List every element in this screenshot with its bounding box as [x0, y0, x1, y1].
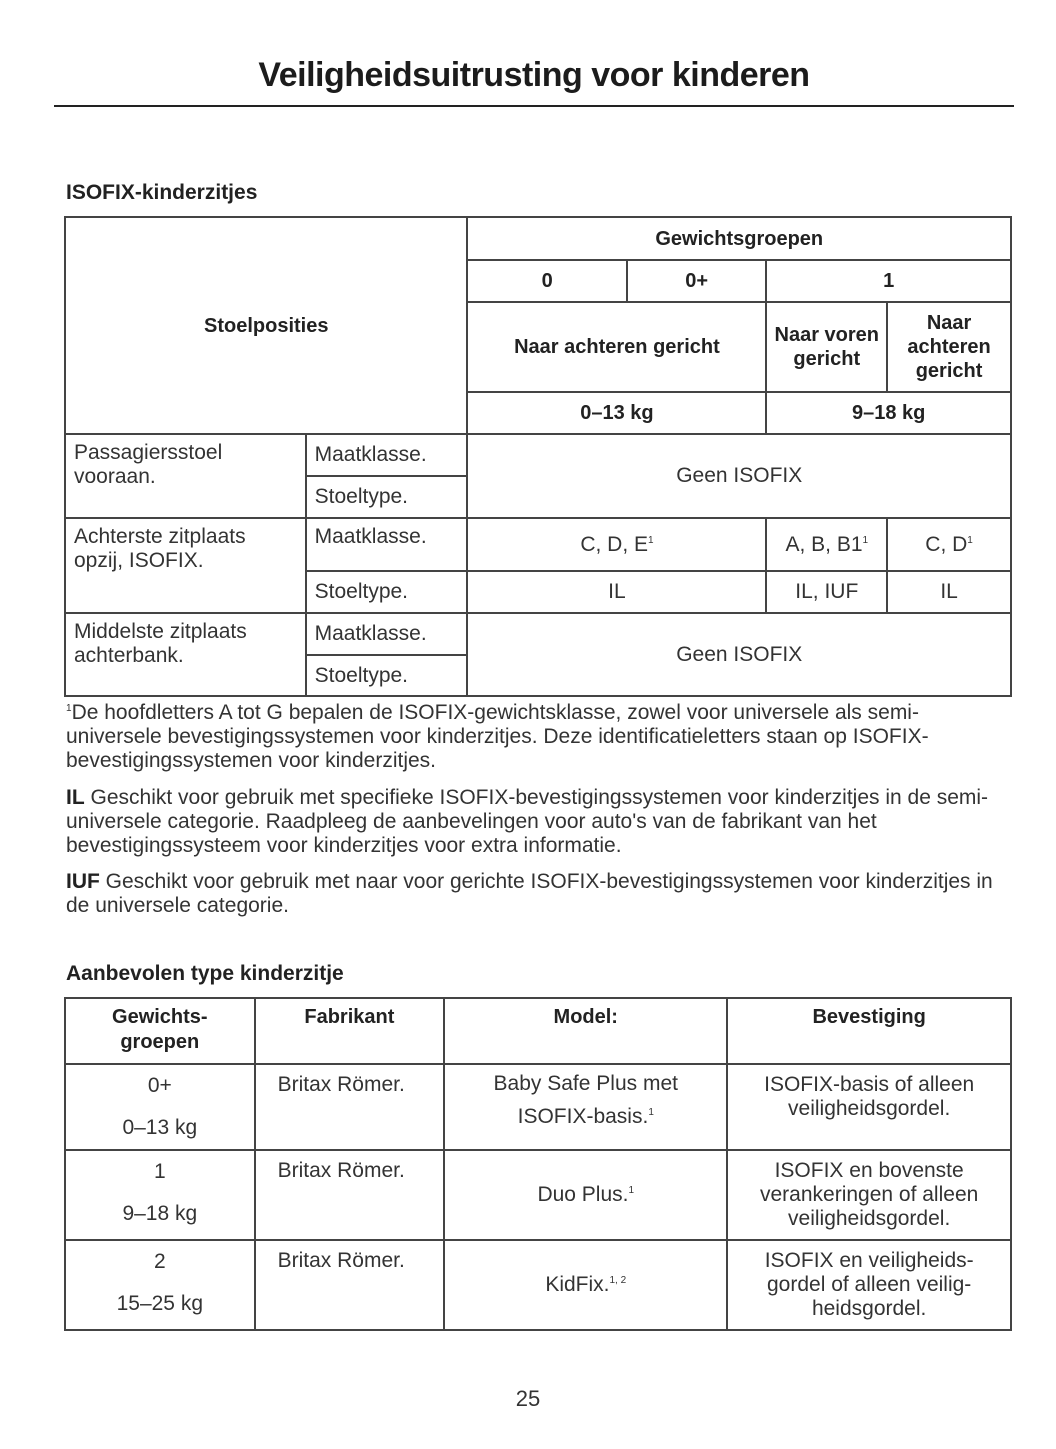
- manufacturer-cell: Britax Römer.: [255, 1150, 445, 1240]
- table-row: [65, 1150, 1011, 1240]
- page-number: 25: [515, 1386, 541, 1411]
- mounting-cell: ISOFIX en bovenste verankeringen of alleen veiligheidsgordel.: [727, 1150, 1011, 1240]
- forward-facing-header: Naar voren gericht: [766, 302, 887, 392]
- mounting-cell: ISOFIX-basis of alleen veiligheidsgordel.: [727, 1064, 1011, 1150]
- rear-facing-header-2: Naar achteren gericht: [887, 302, 1011, 392]
- iuf-definition: IUF Geschikt voor gebruik met naar voor gerichte ISOFIX-bevestigingssystemen voor kinderzitjes in de universele categorie.: [66, 870, 993, 917]
- weight-groups-header: Gewichtsgroepen: [467, 217, 1011, 260]
- mounting-cell: ISOFIX en veiligheids-gordel of alleen veilig-heidsgordel.: [727, 1240, 1011, 1330]
- weight-9-18-header: 9–18 kg: [766, 392, 1011, 434]
- seat-position-label: Passagiersstoel vooraan.: [65, 434, 306, 518]
- seat-positions-header: Stoelposities: [65, 217, 467, 434]
- manufacturer-column-header: Fabrikant: [255, 998, 445, 1064]
- weight-0-13-header: 0–13 kg: [467, 392, 766, 434]
- iuf-term: IUF: [66, 870, 100, 893]
- weight-group-column-header: Gewichts- groepen: [65, 998, 255, 1064]
- seat-type-label: Stoeltype.: [306, 571, 468, 613]
- weight-group-cell: 0+ 0–13 kg: [65, 1064, 255, 1150]
- manufacturer-cell: Britax Römer.: [255, 1064, 445, 1150]
- model-cell: Baby Safe Plus met ISOFIX-basis.$^1$: [444, 1064, 727, 1150]
- model-cell: Duo Plus.$^1$: [444, 1150, 727, 1240]
- page-title: Veiligheidsuitrusting voor kinderen: [258, 56, 810, 94]
- size-class-rear2-cell: C, $D^1$: [887, 518, 1011, 571]
- group-1-header: 1: [766, 260, 1011, 302]
- recommended-seat-table: [64, 997, 1012, 1331]
- no-isofix-cell: Geen ISOFIX: [467, 613, 1011, 696]
- seat-type-rear-cell: IL: [467, 571, 766, 613]
- model-cell: KidFix.$^{1, 2}$: [444, 1240, 727, 1330]
- weight-group-cell: 1 9–18 kg: [65, 1150, 255, 1240]
- weight-group-cell: 2 15–25 kg: [65, 1240, 255, 1330]
- isofix-heading: ISOFIX-kinderzitjes: [66, 181, 258, 204]
- table-row: [65, 1064, 1011, 1150]
- il-term: IL: [66, 786, 85, 809]
- seat-type-rear2-cell: IL: [887, 571, 1011, 613]
- title-divider: [54, 105, 1014, 107]
- recommended-heading: Aanbevolen type kinderzitje: [66, 962, 344, 985]
- group-0-header: 0: [467, 260, 626, 302]
- mounting-column-header: Bevestiging: [727, 998, 1011, 1064]
- seat-type-label: Stoeltype.: [306, 655, 468, 696]
- seat-position-label: Achterste zitplaats opzij, ISOFIX.: [65, 518, 306, 613]
- isofix-table: [64, 216, 1012, 697]
- rear-facing-header: Naar achteren gericht: [467, 302, 766, 392]
- seat-position-label: Middelste zitplaats achterbank.: [65, 613, 306, 696]
- size-class-rear-cell: C, D, $E^1$: [467, 518, 766, 571]
- size-class-label: Maatklasse.: [306, 613, 468, 655]
- footnote-1: $^1$De hoofdletters A tot G bepalen de ISOFIX-gewichtsklasse, zowel voor universele als semi-universele bevestigingssystemen voor kinderzitjes. Deze identificatieletters staan op ISOFIX-bevestigingssystemen voor kinderzitjes.: [66, 701, 929, 772]
- manufacturer-cell: Britax Römer.: [255, 1240, 445, 1330]
- group-0plus-header: 0+: [627, 260, 767, 302]
- model-column-header: Model:: [444, 998, 727, 1064]
- size-class-label: Maatklasse.: [306, 434, 468, 476]
- size-class-label: Maatklasse.: [306, 518, 468, 571]
- table-row: [65, 1240, 1011, 1330]
- seat-type-label: Stoeltype.: [306, 476, 468, 518]
- il-definition: IL Geschikt voor gebruik met specifieke ISOFIX-bevestigingssystemen voor kinderzitjes in de semi-universele categorie. Raadpleeg de aanbevelingen voor auto's van de fabrikant van het bevestigingssysteem voor kinderzitjes voor extra informatie.: [66, 786, 989, 857]
- no-isofix-cell: Geen ISOFIX: [467, 434, 1011, 518]
- size-class-forward-cell: A, B, $B1^1$: [766, 518, 887, 571]
- seat-type-forward-cell: IL, IUF: [766, 571, 887, 613]
